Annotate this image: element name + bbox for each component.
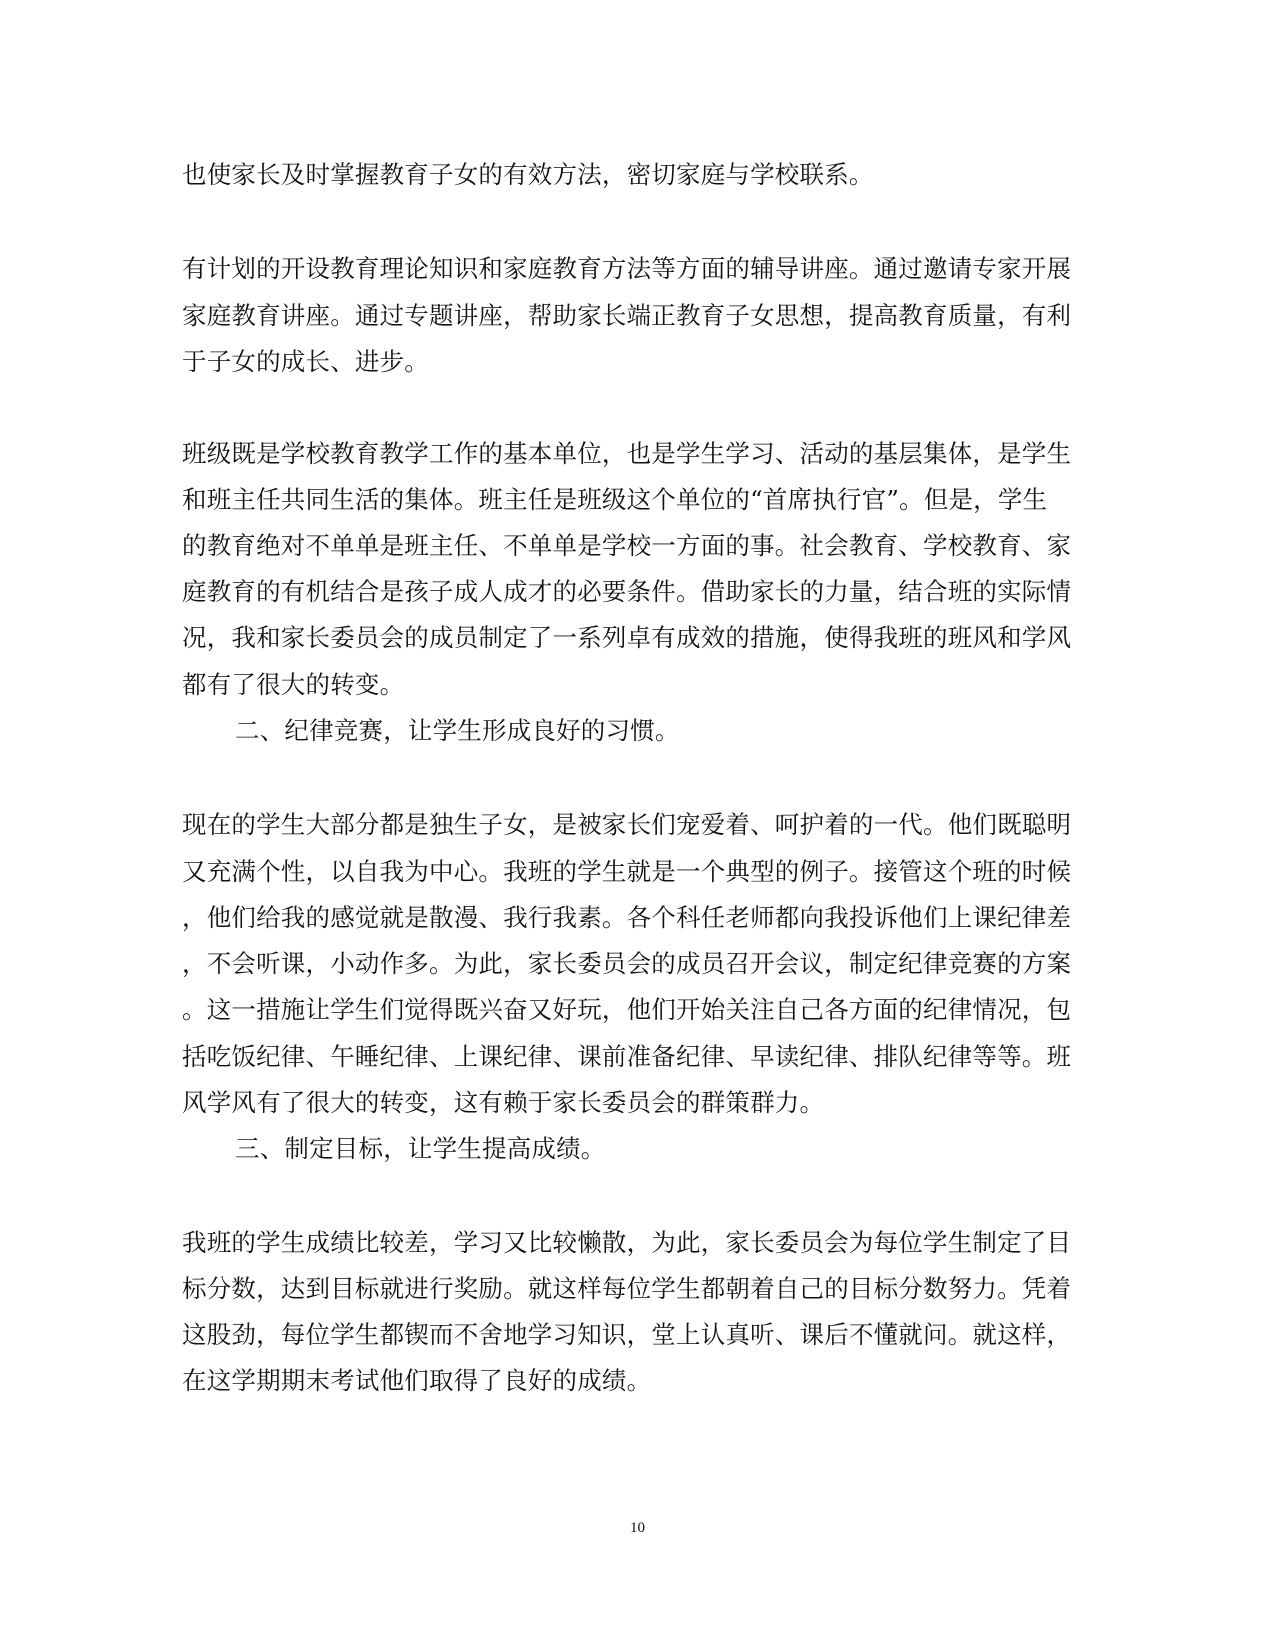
text-line: 又充满个性，以自我为中心。我班的学生就是一个典型的例子。接管这个班的时候 <box>182 857 1072 886</box>
page-number: 10 <box>630 1520 645 1536</box>
text-line: 况，我和家长委员会的成员制定了一系列卓有成效的措施，使得我班的班风和学风 <box>182 623 1072 652</box>
text-line: 。这一措施让学生们觉得既兴奋又好玩，他们开始关注自己各方面的纪律情况，包 <box>182 995 1072 1024</box>
text-line: 标分数，达到目标就进行奖励。就这样每位学生都朝着自己的目标分数努力。凭着 <box>182 1274 1072 1303</box>
text-line: 家庭教育讲座。通过专题讲座，帮助家长端正教育子女思想，提高教育质量，有利 <box>182 301 1072 330</box>
text-line: 于子女的成长、进步。 <box>182 347 429 376</box>
text-line: ，他们给我的感觉就是散漫、我行我素。各个科任老师都向我投诉他们上课纪律差 <box>182 903 1072 932</box>
text-line: ，不会听课，小动作多。为此，家长委员会的成员召开会议，制定纪律竞赛的方案 <box>182 949 1072 978</box>
text-line: 这股劲，每位学生都锲而不舍地学习知识，堂上认真听、课后不懂就问。就这样， <box>182 1320 1072 1349</box>
section-heading: 二、纪律竞赛，让学生形成良好的习惯。 <box>235 716 680 745</box>
text-line: 的教育绝对不单单是班主任、不单单是学校一方面的事。社会教育、学校教育、家 <box>182 531 1072 560</box>
text-line: 都有了很大的转变。 <box>182 670 405 699</box>
text-line: 班级既是学校教育教学工作的基本单位，也是学生学习、活动的基层集体，是学生 <box>182 439 1072 468</box>
text-line: 我班的学生成绩比较差，学习又比较懒散，为此，家长委员会为每位学生制定了目 <box>182 1228 1072 1257</box>
text-line: 风学风有了很大的转变，这有赖于家长委员会的群策群力。 <box>182 1088 825 1117</box>
section-heading: 三、制定目标，让学生提高成绩。 <box>235 1134 606 1163</box>
text-line: 在这学期期末考试他们取得了良好的成绩。 <box>182 1366 652 1395</box>
text-line: 有计划的开设教育理论知识和家庭教育方法等方面的辅导讲座。通过邀请专家开展 <box>182 254 1072 283</box>
text-line: 庭教育的有机结合是孩子成人成才的必要条件。借助家长的力量，结合班的实际情 <box>182 577 1072 606</box>
text-line: 括吃饭纪律、午睡纪律、上课纪律、课前准备纪律、早读纪律、排队纪律等等。班 <box>182 1042 1072 1071</box>
text-line: 和班主任共同生活的集体。班主任是班级这个单位的“首席执行官”。但是，学生 <box>182 485 1048 514</box>
text-line: 现在的学生大部分都是独生子女，是被家长们宠爱着、呵护着的一代。他们既聪明 <box>182 810 1072 839</box>
text-line: 也使家长及时掌握教育子女的有效方法，密切家庭与学校联系。 <box>182 160 874 189</box>
